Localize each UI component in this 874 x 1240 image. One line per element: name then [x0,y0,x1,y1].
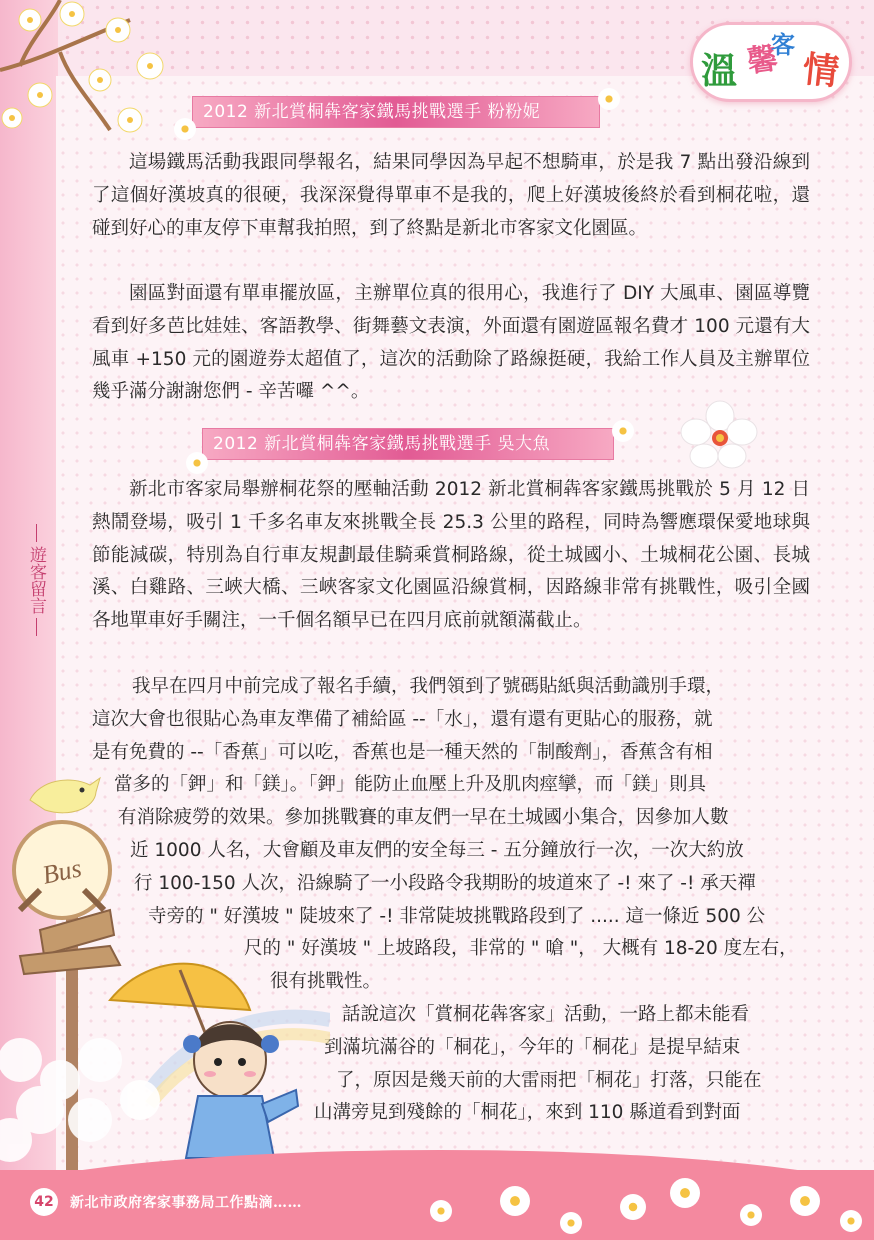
paragraph-4-line: 有消除疲勞的效果。參加挑戰賽的車友們一早在土城國小集合，因參加人數 [118,807,729,829]
tung-flower-icon [430,1200,452,1222]
footer-text: 新北市政府客家事務局工作點滴…… [70,1195,302,1211]
tung-flower-icon [500,1186,530,1216]
paragraph-4-line: 是有免費的 --「香蕉」可以吃，香蕉也是一種天然的「制酸劑」，香蕉含有相 [92,741,713,763]
paragraph-4-line: 當多的「鉀」和「鎂」。「鉀」能防止血壓上升及肌肉痙攣，而「鎂」則具 [114,774,707,796]
paragraph-5-line: 話說這次「賞桐花犇客家」活動，一路上都未能看 [342,1004,750,1025]
cherry-blossom-branch-decoration [0,0,200,150]
paragraph-4-line: 這次大會也很貼心為車友準備了補給區 --「水」，還有還有更貼心的服務，就 [92,708,713,730]
tung-flower-icon [790,1186,820,1216]
tung-flower-icon [740,1204,762,1226]
side-label-bar [36,524,37,542]
tung-flower-icon [598,88,620,110]
paragraph-1: 這場鐵馬活動我跟同學報名，結果同學因為早起不想騎車，於是我 7 點出發沿線到了這個好漢坡真的很硬，我深深覺得單車不是我的，爬上好漢坡後終於看到桐花啦，還碰到好心的車友停下車幫我拍照，到了終點是新北市客家文化園區。 [92,152,810,239]
section-heading-1: 2012 新北賞桐犇客家鐵馬挑戰選手 粉粉妮 [192,96,600,128]
tung-flower-icon [620,1194,646,1220]
tung-flower-icon [840,1210,862,1232]
logo-char-1: 溫 [701,50,738,92]
side-section-label [24,520,48,640]
tung-flower-icon [174,118,196,140]
magazine-logo [690,22,852,102]
tung-flower-icon [670,1178,700,1208]
paragraph-4-line: 行 100-150 人次，沿線騎了一小段路令我期盼的坡道來了 -! 來了 -! 承天禪 [134,872,756,894]
section-heading-2: 2012 新北賞桐犇客家鐵馬挑戰選手 吳大魚 [202,428,614,460]
paragraph-4-line: 寺旁的 " 好漢坡 " 陡坡來了 -! 非常陡坡挑戰路段到了 ..... 這一條近 500 公 [148,905,766,927]
tung-flower-large-icon [680,400,760,470]
paragraph-5 [306,999,762,1130]
paragraph-5-line: 山溝旁見到殘餘的「桐花」，來到 110 縣道看到對面 [314,1102,741,1124]
paragraph-4-line: 很有挑戰性。 [270,971,382,993]
paragraph-5-line: 了，原因是幾天前的大雷雨把「桐花」打落，只能在 [336,1069,762,1091]
side-label-bar [36,618,37,636]
page-number: 42 [30,1188,58,1216]
paragraph-4-line: 尺的 " 好漢坡 " 上坡路段，非常的 " 嗆 "， 大概有 18-20 度左右， [244,938,798,960]
side-label-text: 遊客留言 [26,546,46,614]
bus-sign-text: Bus [39,853,84,890]
logo-char-4: 情 [800,48,841,94]
paragraph-3: 新北市客家局舉辦桐花祭的壓軸活動 2012 新北賞桐犇客家鐵馬挑戰於 5 月 12 日熱鬧登場，吸引 1 千多名車友來挑戰全長 25.3 公里的路程，同時為響應環保愛地球與節能減碳，特別為自行車友規劃最佳騎乘賞桐路線，從土城國小、土城桐花公園、長城溪、白雞路、三峽大橋、三峽客家文化園區沿線賞桐，因路線非常有挑戰性，吸引全國各地單車好手關注，一千個名額早已在四月底前就額滿截止。 [92,479,810,632]
illustration-bird-bus-sign-girl [0,760,330,1180]
paragraph-2: 園區對面還有單車擺放區，主辦單位真的很用心，我進行了 DIY 大風車、園區導覽看到好多芭比娃娃、客語教學、街舞藝文表演，外面還有園遊區報名費才 100 元還有大風車 +150 元的園遊券太超值了，這次的活動除了路線挺硬，我給工作人員及主辦單位幾乎滿分謝謝您們 - 辛苦囉 ^^。 [92,283,810,403]
tung-flower-icon [612,420,634,442]
logo-char-3: 客 [771,30,795,59]
tung-flower-icon [560,1212,582,1234]
paragraph-4-line: 近 1000 人名，大會顧及車友們的安全每三 - 五分鐘放行一次，一次大約放 [130,839,744,861]
paragraph-4-line: 我早在四月中前完成了報名手續，我們領到了號碼貼紙與活動識別手環， [132,676,725,697]
logo-char-2: 馨 [745,41,780,80]
paragraph-5-line: 到滿坑滿谷的「桐花」，今年的「桐花」是提早結束 [324,1036,741,1058]
tung-flower-icon [186,452,208,474]
